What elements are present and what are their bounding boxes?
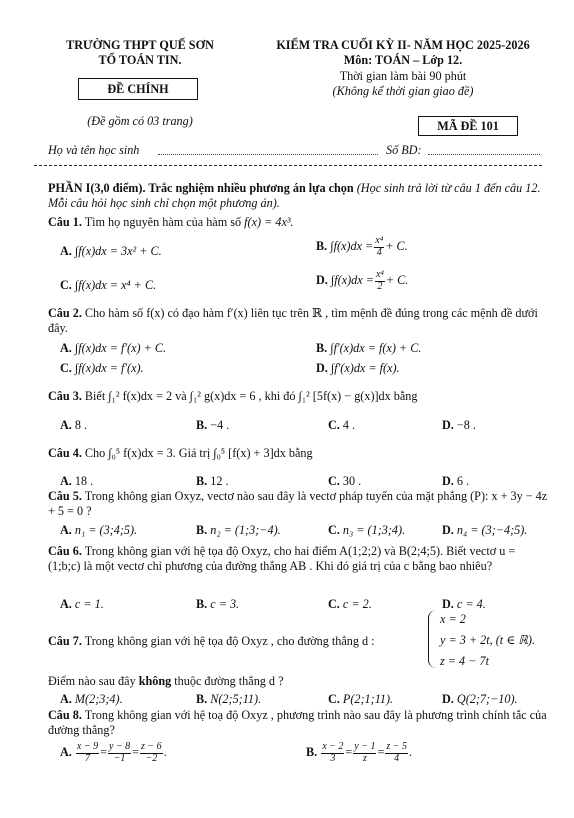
q7-option-d: D. Q(2;7;−10). [442,692,518,706]
sbd-field [428,154,540,155]
q6-option-a: A. c = 1. [60,597,104,611]
q1-option-a: A. ∫f(x)dx = 3x² + C. [60,244,162,258]
q7-system-z: z = 4 − 7t [440,654,489,668]
name-label: Họ và tên học sinh [48,143,140,157]
q7-option-b: B. N(2;5;11). [196,692,262,706]
q6-option-c: C. c = 2. [328,597,372,611]
q7-question: Điểm nào sau đây không thuộc đường thẳng d ? [48,674,284,688]
q5-option-b: B. n₂ = (1;3;−4). [196,523,281,537]
q8-option-b: B. $\frac{x - 2}{3}$ = $\frac{y - 1}{z}$ = $\frac{z - 5}{4}$ . [306,741,413,764]
q5-stem: Câu 5. Trong không gian Oxyz, vectơ nào sau đây là vectơ pháp tuyến của mặt phẳng (P): x + 3y − 4z + 5 = 0 ? [48,489,548,519]
q3-option-a: A. 8 . [60,418,88,432]
q3-option-d: D. −8 . [442,418,476,432]
q1-option-d: D. ∫f(x)dx = $\frac{\text{x⁴}}{2}$ + C. [316,269,409,292]
q7-stem: Câu 7. Trong không gian với hệ tọa độ Oxyz , cho đường thẳng d : [48,634,375,648]
q6-option-d: D. c = 4. [442,597,486,611]
group-name: TỔ TOÁN TIN. [98,53,182,67]
q4-option-d: D. 6 . [442,474,470,488]
part1-heading: PHẦN I(3,0 điểm). Trắc nghiệm nhiều phương án lựa chọn (Học sinh trả lời từ câu 1 đến câu 12. Mỗi câu hỏi học sinh chỉ chọn một phương án). [48,181,541,211]
q2-option-b: B. ∫f′(x)dx = f(x) + C. [316,341,422,355]
q8-stem: Câu 8. Trong không gian với hệ toạ độ Oxyz , phương trình nào sau đây là phương trình chính tắc của đường thẳng? [48,708,547,738]
time-line: Thời gian làm bài 90 phút [339,69,467,83]
q4-option-c: C. 30 . [328,474,362,488]
pages-note: (Đề gồm có 03 trang) [87,114,193,128]
exam-title: KIỂM TRA CUỐI KỲ II- NĂM HỌC 2025-2026 [276,38,530,52]
sbd-label: Số BD: [386,143,422,157]
q6-stem: Câu 6. Trong không gian với hệ tọa độ Oxyz, cho hai điểm A(1;2;2) và B(2;4;5). Biết vectơ u = (1;b;c) là một vectơ chỉ phương của đường thẳng AB . Khi đó giá trị của c bằng bao nhiêu? [48,544,516,574]
q7-system-x: x = 2 [440,612,466,626]
q5-option-d: D. n₄ = (3;−4;5). [442,523,528,537]
q8-option-a: A. $\frac{x - 9}{7}$ = $\frac{y - 8}{-1}$ = $\frac{z - 6}{-2}$ . [60,741,167,764]
subject-line: Môn: TOÁN – Lớp 12. [343,53,463,67]
q4-stem: Câu 4. Cho ∫₀⁵ f(x)dx = 3. Giá trị ∫₀⁵ [f(x) + 3]dx bằng [48,446,313,460]
divider [34,165,542,166]
q3-option-b: B. −4 . [196,418,230,432]
q1-stem: Câu 1. Tìm họ nguyên hàm của hàm số f(x) = 4x³. [48,215,294,229]
q7-option-a: A. M(2;3;4). [60,692,123,706]
q4-option-a: A. 18 . [60,474,94,488]
school-name: TRƯỜNG THPT QUẾ SƠN [66,38,214,52]
q7-system-y: y = 3 + 2t, (t ∈ ℝ). [440,633,536,647]
name-field [158,154,378,155]
q3-stem: Câu 3. Biết ∫₁² f(x)dx = 2 và ∫₁² g(x)dx = 6 , khi đó ∫₁² [5f(x) − g(x)]dx bằng [48,389,418,403]
q5-option-a: A. n₁ = (3;4;5). [60,523,138,537]
q1-option-c: C. ∫f(x)dx = x⁴ + C. [60,278,157,292]
official-box: ĐỀ CHÍNH [78,78,198,100]
q2-option-a: A. ∫f(x)dx = f′(x) + C. [60,341,167,355]
q5-option-c: C. n₃ = (1;3;4). [328,523,406,537]
q3-option-c: C. 4 . [328,418,356,432]
q7-option-c: C. P(2;1;11). [328,692,394,706]
exam-code-box: MÃ ĐỀ 101 [418,116,518,136]
q6-option-b: B. c = 3. [196,597,240,611]
q2-option-c: C. ∫f(x)dx = f′(x). [60,361,144,375]
q1-option-b: B. ∫f(x)dx = $\frac{\text{x⁴}}{4}$ + C. [316,235,408,258]
q2-option-d: D. ∫f′(x)dx = f(x). [316,361,400,375]
q2-stem: Câu 2. Cho hàm số f(x) có đạo hàm f′(x) liên tục trên ℝ , tìm mệnh đề đúng trong các mệnh đề dưới đây. [48,306,538,336]
q4-option-b: B. 12 . [196,474,229,488]
time-note: (Không kể thời gian giao đề) [332,84,474,98]
